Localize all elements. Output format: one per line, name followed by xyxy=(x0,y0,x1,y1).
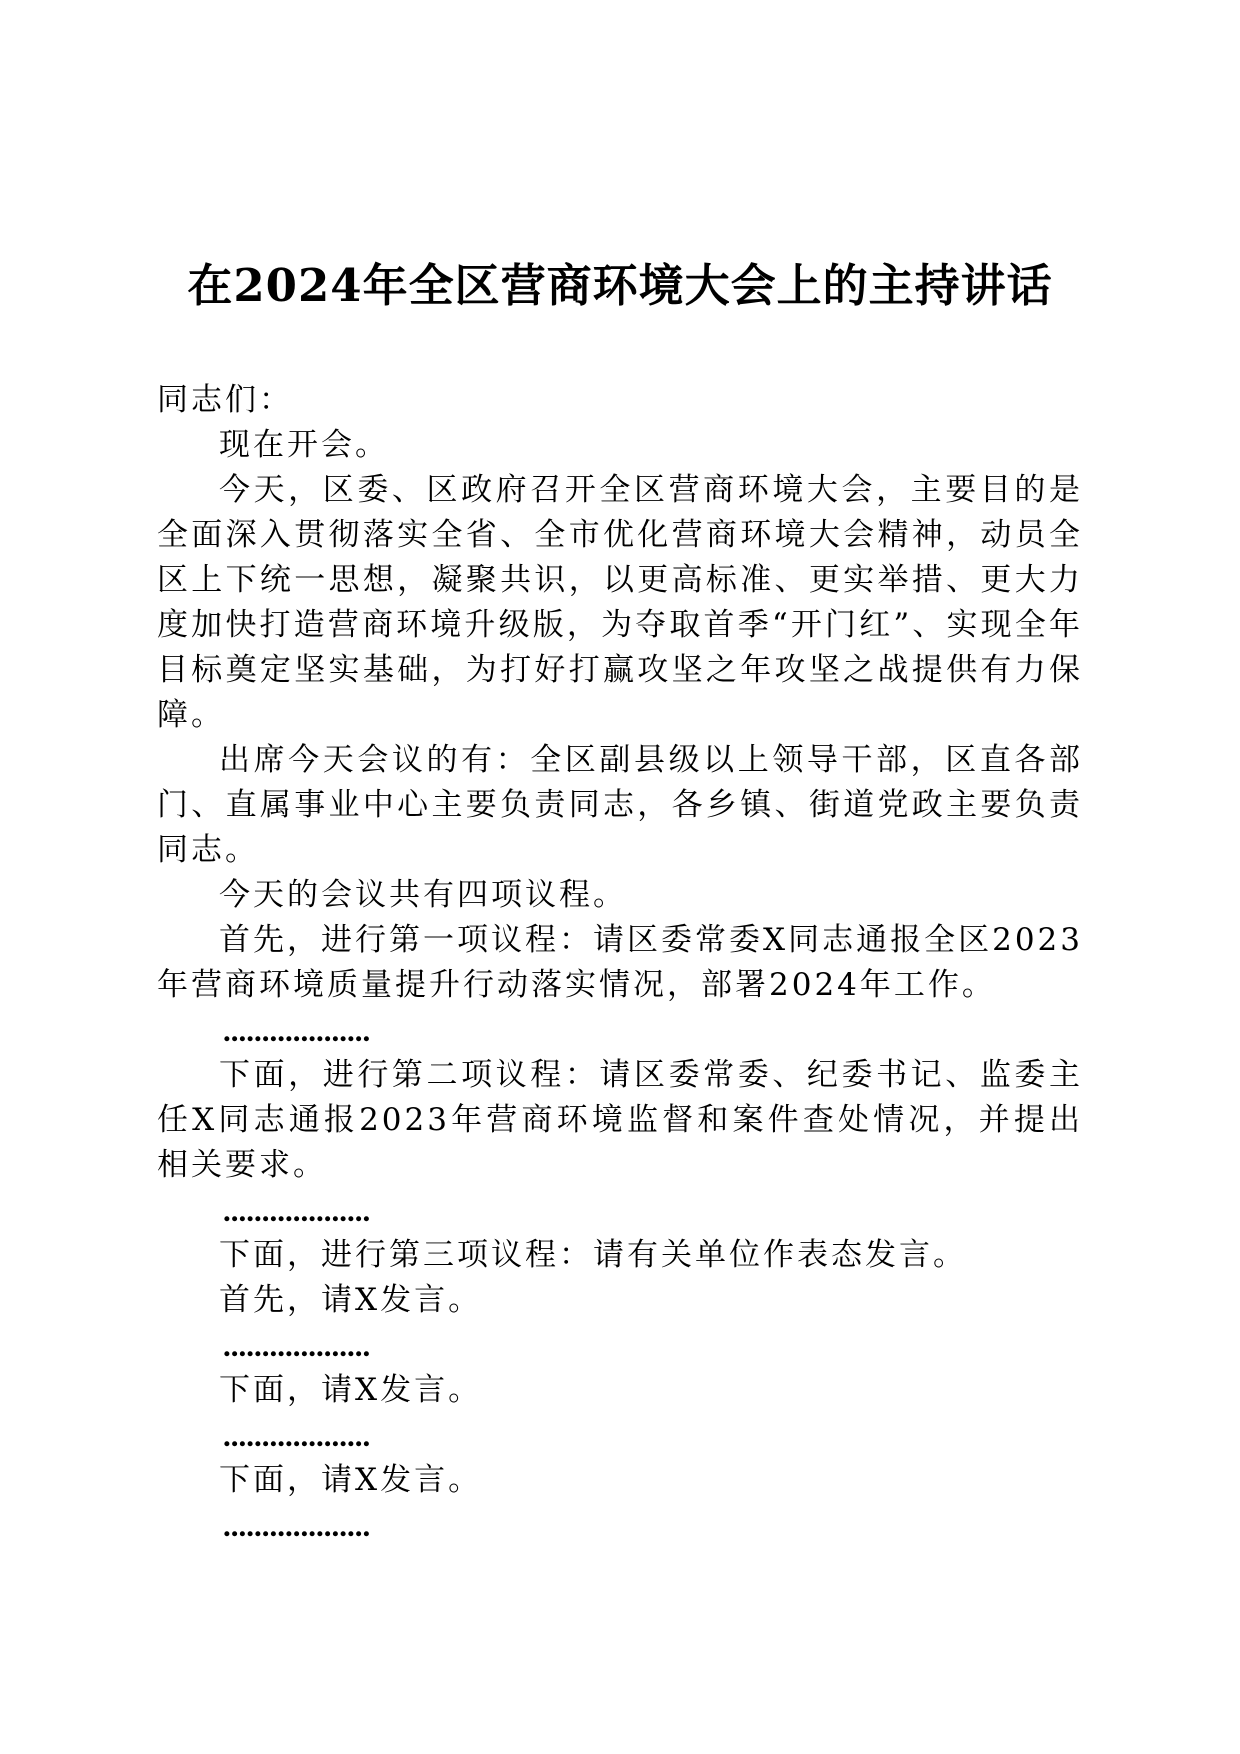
salutation: 同志们： xyxy=(157,382,293,418)
ellipsis-line: ................... xyxy=(223,1193,371,1228)
ellipsis-line: ................... xyxy=(223,1013,371,1048)
ellipsis-line: ................... xyxy=(223,1508,371,1543)
paragraph-agenda-item-1: 首先，进行第一项议程：请区委常委X同志通报全区2023年营商环境质量提升行动落实情况，部署2024年工作。 xyxy=(157,922,1083,1003)
document-body xyxy=(157,378,1083,1548)
paragraph-agenda-count: 今天的会议共有四项议程。 xyxy=(219,877,627,913)
paragraph-speaker-2: 下面，请X发言。 xyxy=(219,1372,483,1408)
paragraph-attendees: 出席今天会议的有：全区副县级以上领导干部，区直各部门、直属事业中心主要负责同志，各乡镇、街道党政主要负责同志。 xyxy=(157,742,1083,868)
paragraph-agenda-item-3: 下面，进行第三项议程：请有关单位作表态发言。 xyxy=(219,1237,967,1273)
paragraph-purpose: 今天，区委、区政府召开全区营商环境大会，主要目的是全面深入贯彻落实全省、全市优化营商环境大会精神，动员全区上下统一思想，凝聚共识，以更高标准、更实举措、更大力度加快打造营商环境升级版，为夺取首季“开门红”、实现全年目标奠定坚实基础，为打好打赢攻坚之年攻坚之战提供有力保障。 xyxy=(157,472,1083,733)
ellipsis-line: ................... xyxy=(223,1328,371,1363)
document-title: 在2024年全区营商环境大会上的主持讲话 xyxy=(187,259,1053,312)
paragraph-speaker-3: 下面，请X发言。 xyxy=(219,1462,483,1498)
paragraph-speaker-1: 首先，请X发言。 xyxy=(219,1282,483,1318)
paragraph-agenda-item-2: 下面，进行第二项议程：请区委常委、纪委书记、监委主任X同志通报2023年营商环境监督和案件查处情况，并提出相关要求。 xyxy=(157,1057,1083,1183)
paragraph-opening: 现在开会。 xyxy=(219,427,389,463)
ellipsis-line: ................... xyxy=(223,1418,371,1453)
